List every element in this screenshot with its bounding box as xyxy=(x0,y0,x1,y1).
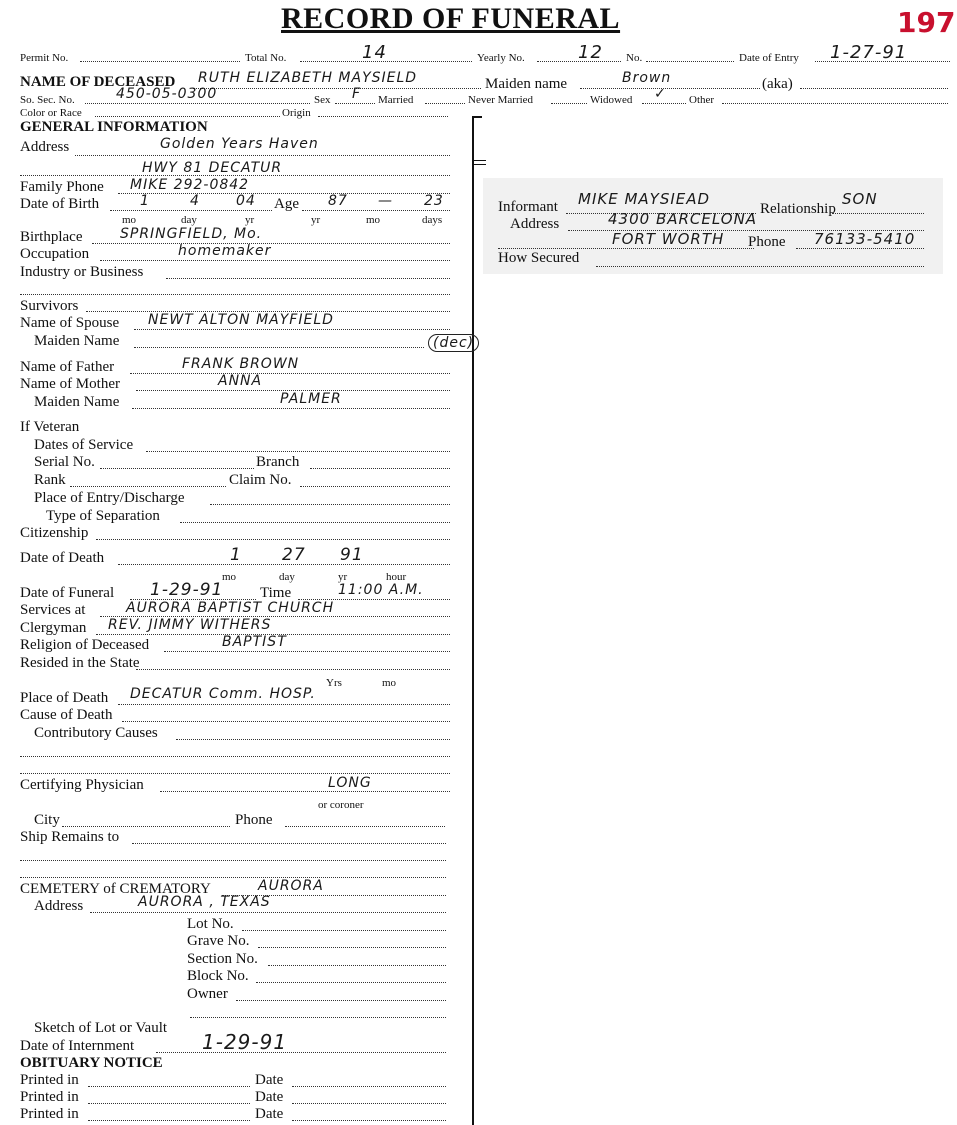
internment-value: 1-29-91 xyxy=(202,1030,288,1054)
printed-in-label-2: Printed in xyxy=(20,1089,79,1105)
dod-day: 27 xyxy=(282,545,306,565)
funeral-date-value: 1-29-91 xyxy=(150,580,224,600)
printed-in-line-2 xyxy=(88,1103,250,1104)
ship-remains-label: Ship Remains to xyxy=(20,829,120,845)
printed-in-label-1: Printed in xyxy=(20,1072,79,1088)
permit-line xyxy=(80,61,240,62)
informant-phone-line xyxy=(796,248,924,249)
resided-label: Resided in the State xyxy=(20,655,140,671)
color-race-label: Color or Race xyxy=(20,107,82,119)
deceased-name-label: NAME OF DECEASED xyxy=(20,74,176,90)
separation-label: Type of Separation xyxy=(46,508,160,524)
spouse-label: Name of Spouse xyxy=(20,315,120,331)
claim-line xyxy=(300,486,450,487)
grave-label: Grave No. xyxy=(187,933,250,949)
age-sub-yr: yr xyxy=(311,214,321,226)
spouse-value: NEWT ALTON MAYFIELD xyxy=(148,312,334,328)
physician-phone-line xyxy=(285,826,445,827)
dod-month: 1 xyxy=(230,545,242,565)
sex-line xyxy=(335,103,375,104)
claim-label: Claim No. xyxy=(229,472,292,488)
age-years: 87 xyxy=(328,193,348,209)
physician-phone-label: Phone xyxy=(235,812,273,828)
maiden-name-label: Maiden name xyxy=(485,76,568,92)
address-value-2: HWY 81 DECATUR xyxy=(142,160,283,176)
obit-date-label-3: Date xyxy=(255,1106,284,1122)
cemetery-value: AURORA xyxy=(258,878,324,894)
survivors-label: Survivors xyxy=(20,298,79,314)
column-divider xyxy=(472,116,474,1125)
resided-line xyxy=(136,669,450,670)
service-dates-label: Dates of Service xyxy=(34,437,134,453)
married-line xyxy=(425,103,465,104)
father-value: FRANK BROWN xyxy=(182,356,300,372)
no-line xyxy=(646,61,734,62)
internment-line xyxy=(156,1052,446,1053)
entry-value: 1-27-91 xyxy=(830,42,908,63)
lot-label: Lot No. xyxy=(187,916,234,932)
informant-label: Informant xyxy=(498,199,558,215)
yearly-label: Yearly No. xyxy=(477,52,525,64)
age-days: 23 xyxy=(424,193,444,209)
lot-line xyxy=(242,930,446,931)
grave-line xyxy=(258,947,446,948)
mother-maiden-label: Maiden Name xyxy=(34,394,120,410)
entry-discharge-line xyxy=(210,504,450,505)
father-label: Name of Father xyxy=(20,359,115,375)
family-phone-label: Family Phone xyxy=(20,179,104,195)
ssn-line xyxy=(85,103,310,104)
permit-label: Permit No. xyxy=(20,52,69,64)
time-label: Time xyxy=(260,585,292,601)
clergyman-label: Clergyman xyxy=(20,620,87,636)
relationship-value: SON xyxy=(842,190,878,208)
informant-address-line-2 xyxy=(498,248,754,249)
aka-label: (aka) xyxy=(762,76,793,92)
no-label: No. xyxy=(626,52,643,64)
dob-day: 4 xyxy=(190,193,200,209)
form-title: RECORD OF FUNERAL xyxy=(281,2,621,35)
printed-in-line-3 xyxy=(88,1120,250,1121)
sex-label: Sex xyxy=(314,94,331,106)
other-line xyxy=(722,103,948,104)
maiden-name-value: Brown xyxy=(622,70,672,86)
mother-maiden-value: PALMER xyxy=(280,391,342,407)
industry-line xyxy=(166,278,450,279)
total-label: Total No. xyxy=(245,52,287,64)
owner-line-2 xyxy=(190,1017,446,1018)
family-phone-line xyxy=(118,193,450,194)
internment-label: Date of Internment xyxy=(20,1038,135,1054)
dod-sub-day: day xyxy=(279,571,295,583)
place-of-death-line xyxy=(118,704,450,705)
date-of-death-label: Date of Death xyxy=(20,550,105,566)
citizenship-label: Citizenship xyxy=(20,525,89,541)
religion-label: Religion of Deceased xyxy=(20,637,150,653)
section-line xyxy=(268,965,446,966)
block-label: Block No. xyxy=(187,968,249,984)
general-info-heading: GENERAL INFORMATION xyxy=(20,119,208,135)
dob-label: Date of Birth xyxy=(20,196,100,212)
branch-line xyxy=(310,468,450,469)
spouse-maiden-line xyxy=(134,347,424,348)
informant-address-label: Address xyxy=(510,216,560,232)
citizenship-line xyxy=(96,539,450,540)
entry-label: Date of Entry xyxy=(739,52,799,64)
dod-sub-mo: mo xyxy=(222,571,237,583)
physician-value: LONG xyxy=(328,775,372,791)
dob-year: 04 xyxy=(236,193,256,209)
origin-line xyxy=(318,116,448,117)
address-line-1 xyxy=(75,155,450,156)
age-label: Age xyxy=(274,196,299,212)
dob-month: 1 xyxy=(140,193,150,209)
father-line xyxy=(130,373,450,374)
relationship-label: Relationship xyxy=(760,201,836,217)
contributory-line xyxy=(176,739,450,740)
divider-top-tick xyxy=(472,116,482,118)
veteran-label: If Veteran xyxy=(20,419,80,435)
informant-address-value: 4300 BARCELONA xyxy=(608,210,758,228)
industry-label: Industry or Business xyxy=(20,264,144,280)
informant-phone-value: 76133-5410 xyxy=(814,230,916,248)
services-value: AURORA BAPTIST CHURCH xyxy=(126,600,335,616)
age-line xyxy=(302,210,450,211)
obit-date-line-3 xyxy=(292,1120,446,1121)
divider-tick-a xyxy=(474,160,486,161)
mother-maiden-line xyxy=(132,408,450,409)
deceased-name-value: RUTH ELIZABETH MAYSIELD xyxy=(198,70,418,86)
ship-remains-line-2 xyxy=(20,860,446,861)
widowed-check-mark: ✓ xyxy=(654,86,667,102)
block-line xyxy=(256,982,446,983)
widowed-label: Widowed xyxy=(590,94,633,106)
yearly-value: 12 xyxy=(578,42,603,63)
obit-date-line-2 xyxy=(292,1103,446,1104)
age-months: — xyxy=(378,193,393,209)
ssn-label: So. Sec. No. xyxy=(20,94,75,106)
place-of-death-label: Place of Death xyxy=(20,690,109,706)
rank-line xyxy=(70,486,226,487)
contributory-label: Contributory Causes xyxy=(34,725,158,741)
birthplace-label: Birthplace xyxy=(20,229,83,245)
sketch-label: Sketch of Lot or Vault xyxy=(34,1020,168,1036)
physician-line xyxy=(160,791,450,792)
obit-date-label-1: Date xyxy=(255,1072,284,1088)
resided-sub-yrs: Yrs xyxy=(326,677,342,689)
owner-line xyxy=(236,1000,446,1001)
dob-line xyxy=(110,210,272,211)
total-value: 14 xyxy=(362,42,387,63)
dob-sub-mo: mo xyxy=(122,214,137,226)
spouse-line xyxy=(134,329,450,330)
obit-date-line-1 xyxy=(292,1086,446,1087)
dob-sub-yr: yr xyxy=(245,214,255,226)
married-label: Married xyxy=(378,94,414,106)
deceased-name-line xyxy=(193,88,481,89)
informant-address-value-2: FORT WORTH xyxy=(612,230,725,248)
family-phone-value: MIKE 292-0842 xyxy=(130,177,250,193)
place-of-death-value: DECATUR Comm. HOSP. xyxy=(130,686,316,702)
color-race-line xyxy=(95,116,280,117)
branch-label: Branch xyxy=(256,454,300,470)
section-label: Section No. xyxy=(187,951,258,967)
occupation-value: homemaker xyxy=(178,243,272,259)
serial-label: Serial No. xyxy=(34,454,95,470)
dob-sub-day: day xyxy=(181,214,197,226)
how-secured-line xyxy=(596,266,924,267)
mother-label: Name of Mother xyxy=(20,376,120,392)
contributory-line-3 xyxy=(20,773,450,774)
sex-value: F xyxy=(352,86,362,102)
owner-label: Owner xyxy=(187,986,228,1002)
age-sub-mo: mo xyxy=(366,214,381,226)
other-label: Other xyxy=(689,94,715,106)
contributory-line-2 xyxy=(20,756,450,757)
widowed-line xyxy=(642,103,686,104)
cemetery-address-value: AURORA , TEXAS xyxy=(138,894,271,910)
entry-discharge-label: Place of Entry/Discharge xyxy=(34,490,185,506)
origin-label: Origin xyxy=(282,107,311,119)
occupation-label: Occupation xyxy=(20,246,90,262)
how-secured-label: How Secured xyxy=(498,250,580,266)
cemetery-address-line xyxy=(90,912,446,913)
dod-sub-yr: yr xyxy=(338,571,348,583)
city-label: City xyxy=(34,812,60,828)
printed-in-line-1 xyxy=(88,1086,250,1087)
ssn-value: 450-05-0300 xyxy=(116,86,218,102)
relationship-line xyxy=(832,213,924,214)
never-married-line xyxy=(551,103,587,104)
mother-value: ANNA xyxy=(218,373,263,389)
funeral-date-label: Date of Funeral xyxy=(20,585,115,601)
rank-label: Rank xyxy=(34,472,66,488)
time-value: 11:00 A.M. xyxy=(338,582,424,598)
clergyman-value: REV. JIMMY WITHERS xyxy=(108,617,272,633)
divider-tick-b xyxy=(474,164,486,165)
religion-line xyxy=(164,651,450,652)
religion-value: BAPTIST xyxy=(222,634,287,650)
never-married-label: Never Married xyxy=(468,94,534,106)
services-label: Services at xyxy=(20,602,86,618)
industry-line-2 xyxy=(20,294,450,295)
informant-phone-label: Phone xyxy=(748,234,786,250)
cause-line xyxy=(122,721,450,722)
printed-in-label-3: Printed in xyxy=(20,1106,79,1122)
age-sub-days: days xyxy=(422,214,443,226)
service-dates-line xyxy=(146,451,450,452)
dod-year: 91 xyxy=(340,545,364,565)
ship-remains-line xyxy=(132,843,446,844)
serial-line xyxy=(100,468,254,469)
address-value-1: Golden Years Haven xyxy=(160,136,319,152)
cemetery-address-label: Address xyxy=(34,898,84,914)
city-line xyxy=(62,826,230,827)
physician-label: Certifying Physician xyxy=(20,777,144,793)
aka-line xyxy=(800,88,948,89)
cemetery-label: CEMETERY of CREMATORY xyxy=(20,881,211,897)
informant-value: MIKE MAYSIEAD xyxy=(578,190,711,208)
spouse-deceased-note: (dec) xyxy=(428,334,479,352)
resided-sub-mo: mo xyxy=(382,677,397,689)
page-number: 197 xyxy=(897,6,956,39)
occupation-line xyxy=(100,260,450,261)
separation-line xyxy=(180,522,450,523)
coroner-label: or coroner xyxy=(318,799,364,811)
maiden-name-line xyxy=(580,88,760,89)
address-label: Address xyxy=(20,139,70,155)
obituary-heading: OBITUARY NOTICE xyxy=(20,1055,163,1071)
obit-date-label-2: Date xyxy=(255,1089,284,1105)
birthplace-value: SPRINGFIELD, Mo. xyxy=(120,226,263,242)
spouse-maiden-label: Maiden Name xyxy=(34,333,120,349)
dod-sub-hour: hour xyxy=(386,571,407,583)
cause-label: Cause of Death xyxy=(20,707,113,723)
ship-remains-line-3 xyxy=(20,877,446,878)
